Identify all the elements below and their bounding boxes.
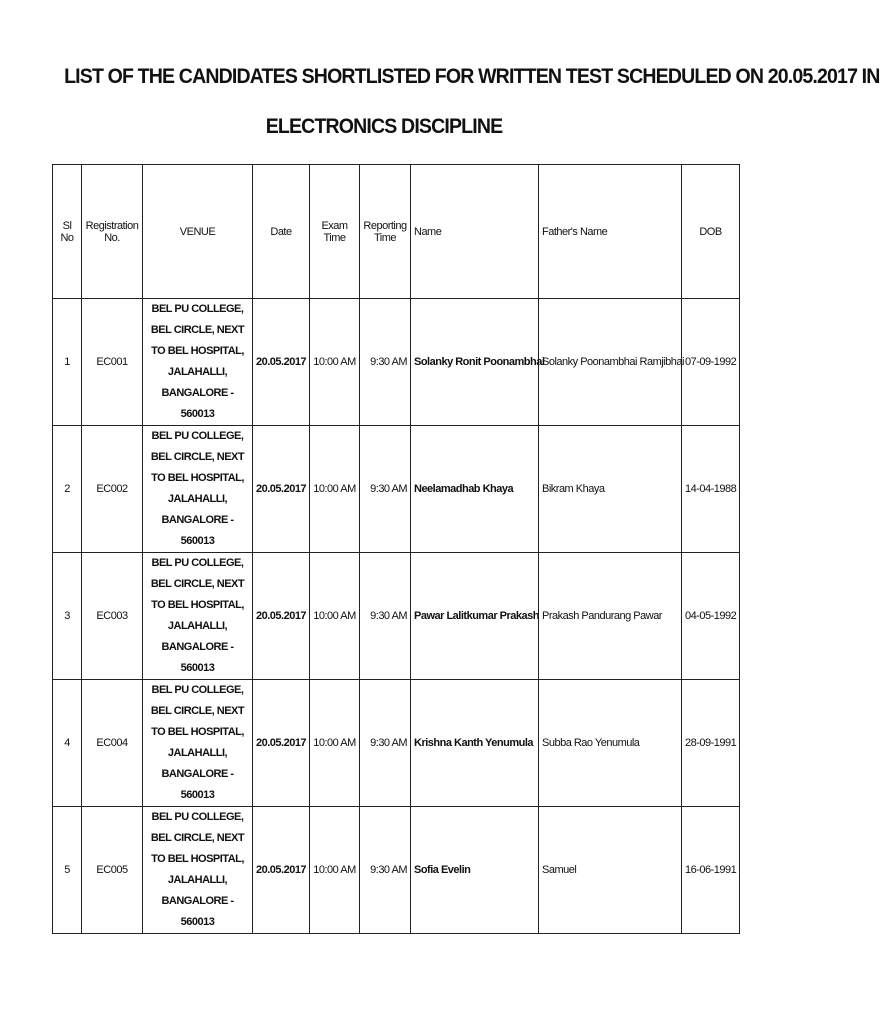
cell-exam-time: 10:00 AM xyxy=(310,553,360,680)
cell-exam-time: 10:00 AM xyxy=(310,680,360,807)
cell-venue: BEL PU COLLEGE, BEL CIRCLE, NEXT TO BEL HOSPITAL, JALAHALLI, BANGALORE - 560013 xyxy=(143,299,253,426)
header-reporting-time: Reporting Time xyxy=(360,165,411,299)
cell-date: 20.05.2017 xyxy=(253,680,310,807)
cell-fathers-name: Subba Rao Yenumula xyxy=(539,680,682,807)
header-fathers-name: Father's Name xyxy=(539,165,682,299)
cell-reporting-time: 9:30 AM xyxy=(360,680,411,807)
cell-registration: EC002 xyxy=(82,426,143,553)
page-title xyxy=(64,52,880,152)
cell-sl-no: 2 xyxy=(53,426,82,553)
cell-date: 20.05.2017 xyxy=(253,299,310,426)
table-header xyxy=(53,165,740,299)
cell-name: Krishna Kanth Yenumula xyxy=(411,680,539,807)
title-line-2: ELECTRONICS DISCIPLINE xyxy=(265,115,503,138)
cell-exam-time: 10:00 AM xyxy=(310,299,360,426)
title-line-1: LIST OF THE CANDIDATES SHORTLISTED FOR WRITTEN TEST SCHEDULED ON 20.05.2017 IN xyxy=(64,65,880,88)
cell-registration: EC005 xyxy=(82,807,143,934)
table-row xyxy=(53,680,740,807)
cell-date: 20.05.2017 xyxy=(253,426,310,553)
cell-dob: 16-06-1991 xyxy=(682,807,740,934)
table-row xyxy=(53,807,740,934)
table-row xyxy=(53,299,740,426)
header-exam-time: Exam Time xyxy=(310,165,360,299)
cell-dob: 07-09-1992 xyxy=(682,299,740,426)
cell-sl-no: 1 xyxy=(53,299,82,426)
cell-name: Sofia Evelin xyxy=(411,807,539,934)
header-registration: Registration No. xyxy=(82,165,143,299)
header-name: Name xyxy=(411,165,539,299)
cell-exam-time: 10:00 AM xyxy=(310,807,360,934)
cell-venue: BEL PU COLLEGE, BEL CIRCLE, NEXT TO BEL HOSPITAL, JALAHALLI, BANGALORE - 560013 xyxy=(143,553,253,680)
table-body xyxy=(53,299,740,934)
cell-dob: 28-09-1991 xyxy=(682,680,740,807)
cell-dob: 14-04-1988 xyxy=(682,426,740,553)
cell-venue: BEL PU COLLEGE, BEL CIRCLE, NEXT TO BEL HOSPITAL, JALAHALLI, BANGALORE - 560013 xyxy=(143,680,253,807)
cell-reporting-time: 9:30 AM xyxy=(360,553,411,680)
cell-fathers-name: Prakash Pandurang Pawar xyxy=(539,553,682,680)
cell-registration: EC004 xyxy=(82,680,143,807)
cell-date: 20.05.2017 xyxy=(253,553,310,680)
cell-name: Neelamadhab Khaya xyxy=(411,426,539,553)
cell-registration: EC003 xyxy=(82,553,143,680)
cell-venue: BEL PU COLLEGE, BEL CIRCLE, NEXT TO BEL HOSPITAL, JALAHALLI, BANGALORE - 560013 xyxy=(143,807,253,934)
cell-sl-no: 4 xyxy=(53,680,82,807)
cell-name: Solanky Ronit Poonambhai xyxy=(411,299,539,426)
header-venue: VENUE xyxy=(143,165,253,299)
header-dob: DOB xyxy=(682,165,740,299)
cell-dob: 04-05-1992 xyxy=(682,553,740,680)
table-row xyxy=(53,426,740,553)
cell-fathers-name: Bikram Khaya xyxy=(539,426,682,553)
header-sl-no: Sl No xyxy=(53,165,82,299)
cell-reporting-time: 9:30 AM xyxy=(360,807,411,934)
cell-fathers-name: Samuel xyxy=(539,807,682,934)
cell-name: Pawar Lalitkumar Prakash xyxy=(411,553,539,680)
cell-date: 20.05.2017 xyxy=(253,807,310,934)
header-date: Date xyxy=(253,165,310,299)
cell-registration: EC001 xyxy=(82,299,143,426)
cell-venue: BEL PU COLLEGE, BEL CIRCLE, NEXT TO BEL HOSPITAL, JALAHALLI, BANGALORE - 560013 xyxy=(143,426,253,553)
cell-reporting-time: 9:30 AM xyxy=(360,299,411,426)
cell-reporting-time: 9:30 AM xyxy=(360,426,411,553)
candidates-table xyxy=(52,164,740,934)
cell-sl-no: 3 xyxy=(53,553,82,680)
cell-exam-time: 10:00 AM xyxy=(310,426,360,553)
cell-fathers-name: Solanky Poonambhai Ramjibhai xyxy=(539,299,682,426)
table-row xyxy=(53,553,740,680)
cell-sl-no: 5 xyxy=(53,807,82,934)
